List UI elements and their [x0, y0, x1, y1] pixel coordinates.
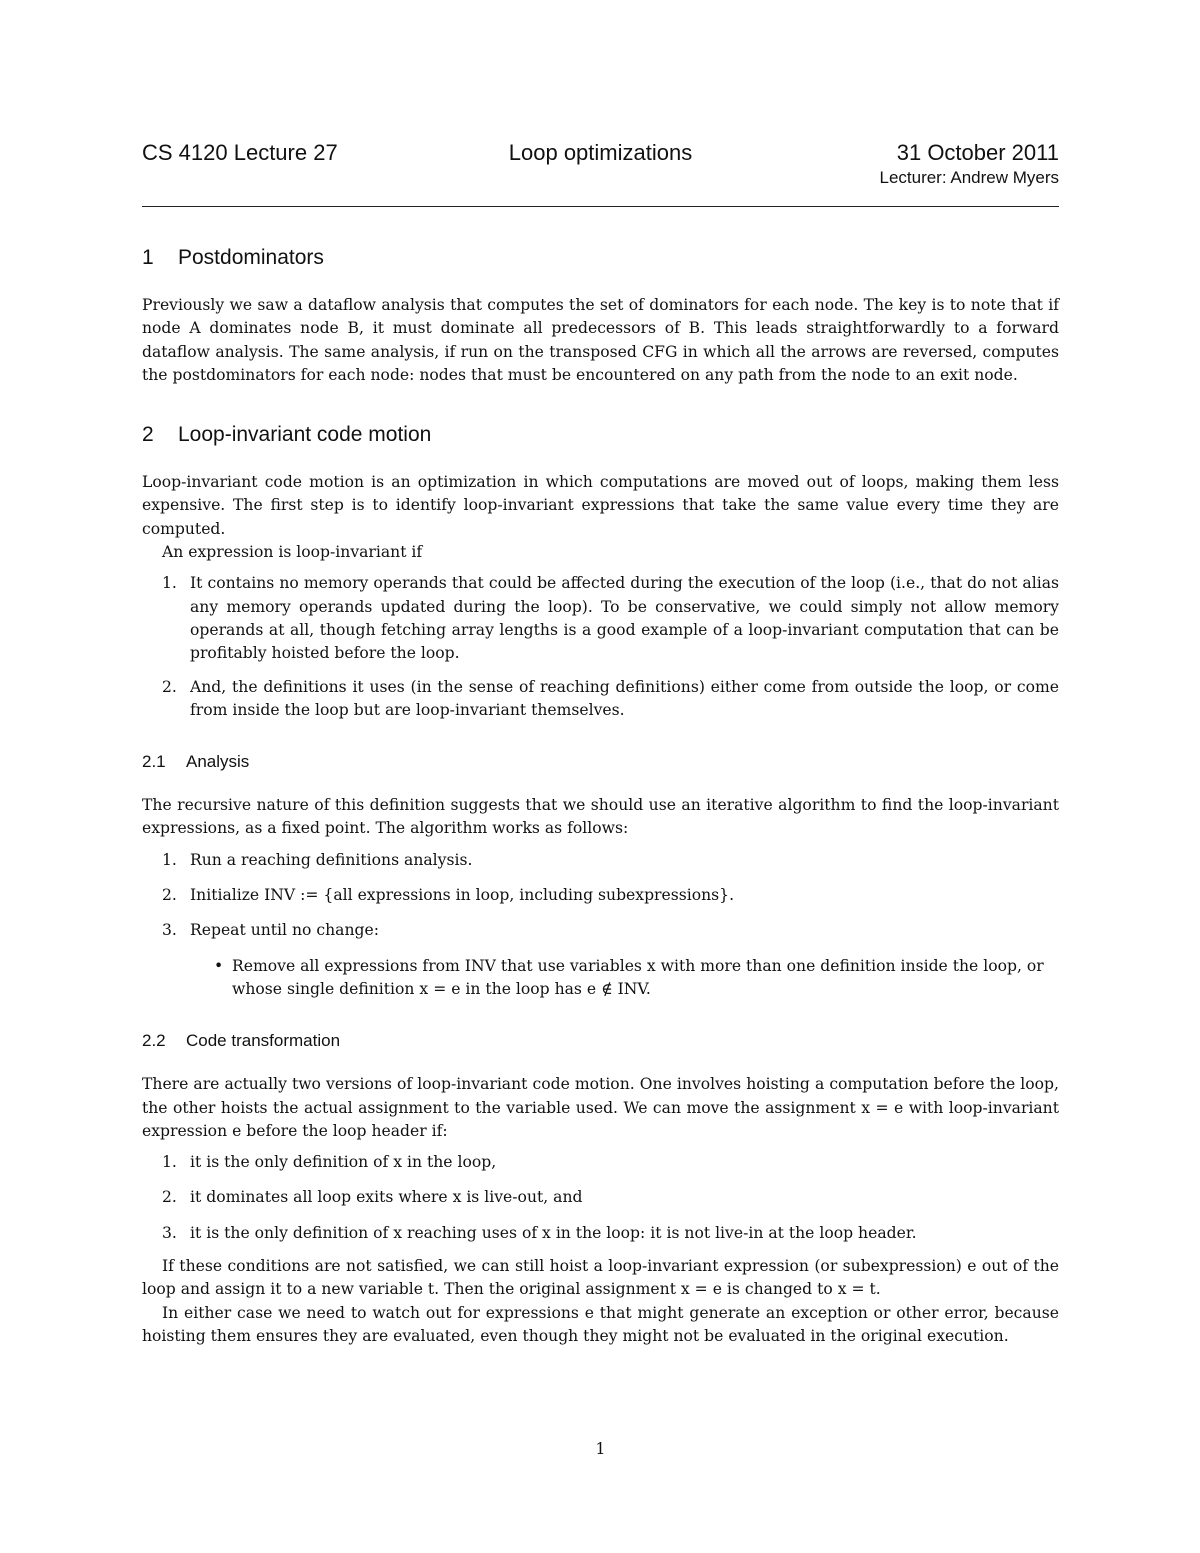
- section-number: 2: [142, 423, 154, 447]
- section-number: 1: [142, 246, 154, 269]
- list-item: 2. And, the definitions it uses (in the sense of reaching definitions) either come from outside the loop, or come from inside the loop but are loop-invariant themselves.: [162, 677, 1059, 719]
- list-marker: 3.: [162, 921, 177, 940]
- lecture-topic: Loop optimizations: [508, 140, 693, 165]
- page-number: 1: [595, 1440, 606, 1458]
- section-title: Postdominators: [178, 246, 324, 269]
- paragraph: Loop-invariant code motion is an optimization in which computations are moved out of loops, making them less expensive. The first step is to identify loop-invariant expressions that take the same value every time they are computed.: [142, 473, 1059, 538]
- section-heading: [142, 244, 1059, 272]
- list-marker: 2.: [162, 886, 177, 905]
- paragraph: Previously we saw a dataflow analysis that computes the set of dominators for each node. The key is to note that if node A dominates node B, it must dominate all predecessors of B. This leads straightforwardly to a forward dataflow analysis. The same analysis, if run on the transposed CFG in which all the arrows are reversed, computes the postdominators for each node: nodes that must be encountered on any path from the node to an exit node.: [142, 296, 1059, 384]
- list-item: 1. It contains no memory operands that could be affected during the execution of the loop (i.e., that do not alias any memory operands updated during the loop). To be conservative, we could simply not allow memory operands at all, though fetching array lengths is a good example of a loop-invariant computation that can be profitably hoisted before the loop.: [162, 574, 1059, 663]
- numbered-list: [142, 572, 1059, 722]
- section-heading: [142, 421, 1059, 449]
- bullet-list: [142, 955, 1059, 1002]
- numbered-list: [142, 1151, 1059, 1245]
- subsection-title: Code transformation: [186, 1031, 341, 1051]
- list-marker: 3.: [162, 1223, 177, 1242]
- list-item: 3. Repeat until no change:: [142, 919, 1059, 942]
- list-marker: 1.: [162, 850, 177, 869]
- list-item: 1. Run a reaching definitions analysis.: [142, 849, 1059, 872]
- list-marker: 2.: [162, 677, 177, 696]
- section-title: Loop-invariant code motion: [178, 423, 432, 447]
- list-item: 1. it is the only definition of x in the loop,: [142, 1151, 1059, 1174]
- lecture-date: 31 October 2011: [896, 140, 1059, 165]
- list-item: 2. Initialize INV := {all expressions in loop, including subexpressions}.: [142, 884, 1059, 907]
- list-item: 2. it dominates all loop exits where x is live-out, and: [142, 1186, 1059, 1209]
- paragraph: The recursive nature of this definition suggests that we should use an iterative algorithm to find the loop-invariant expressions, as a fixed point. The algorithm works as follows:: [142, 796, 1059, 838]
- numbered-list: [142, 849, 1059, 943]
- subsection-heading: [142, 1029, 1059, 1053]
- subsection-heading: [142, 750, 1059, 774]
- course-title: CS 4120 Lecture 27: [142, 140, 338, 165]
- paragraph: There are actually two versions of loop-invariant code motion. One involves hoisting a computation before the loop, the other hoists the actual assignment to the variable used. We can move the assignment x = e with loop-invariant expression e before the loop header if:: [142, 1075, 1059, 1140]
- document-body: [142, 244, 1059, 1348]
- running-header: [142, 140, 1059, 170]
- paragraph: If these conditions are not satisfied, we can still hoist a loop-invariant expression (or subexpression) e out of the loop and assign it to a new variable t. Then the original assignment x = e is changed to x = t.: [142, 1257, 1059, 1299]
- paragraph: An expression is loop-invariant if: [162, 543, 423, 562]
- paragraph: In either case we need to watch out for expressions e that might generate an exception or other error, because hoisting them ensures they are evaluated, even though they might not be evaluated in the original execution.: [142, 1303, 1059, 1345]
- subsection-number: 2.2: [142, 1031, 166, 1051]
- subsection-title: Analysis: [186, 752, 250, 772]
- bullet-icon: •: [214, 956, 224, 975]
- list-item: 3. it is the only definition of x reaching uses of x in the loop: it is not live-in at the loop header.: [142, 1222, 1059, 1245]
- lecturer-name: Lecturer: Andrew Myers: [879, 168, 1059, 187]
- list-marker: 2.: [162, 1188, 177, 1207]
- header-rule: [142, 206, 1059, 207]
- subsection-number: 2.1: [142, 752, 166, 772]
- bullet-item: • Remove all expressions from INV that use variables x with more than one definition inside the loop, or whose single definition x = e in the loop has e ∉ INV.: [214, 956, 1044, 998]
- list-marker: 1.: [162, 574, 177, 593]
- list-marker: 1.: [162, 1153, 177, 1172]
